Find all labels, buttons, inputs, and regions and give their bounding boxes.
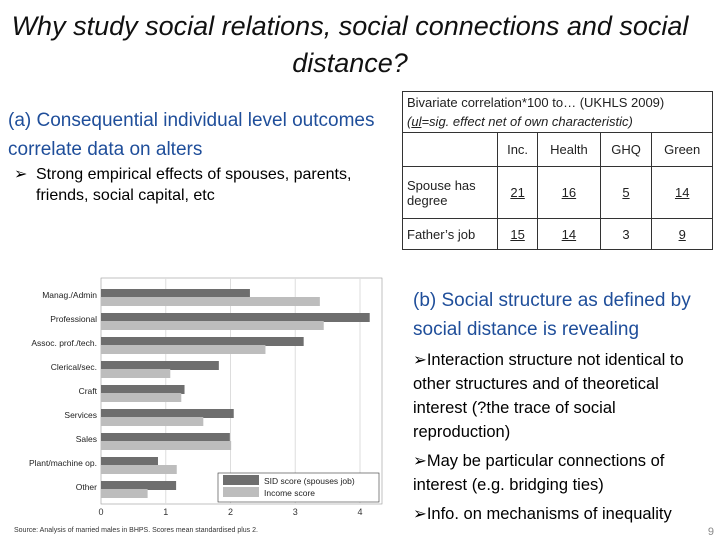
bar-sid [101,409,234,418]
bar-sid [101,361,219,370]
table-row [403,167,713,219]
bar-income [101,465,177,474]
bullet-text: Strong empirical effects of spouses, parents, friends, social capital, etc [36,166,352,204]
bar-income [101,345,265,354]
arrow-bullet-icon: ➢ [14,166,28,183]
category-label: Clerical/sec. [50,362,97,372]
note-paren: ( [407,114,412,129]
arrow-bullet-icon: ➢ [413,351,427,369]
cell: 14 [538,219,600,250]
legend-label: SID score (spouses job) [264,476,355,486]
category-label: Manag./Admin [42,290,97,300]
col-header: Health [538,133,600,167]
arrow-bullet-icon: ➢ [413,505,427,523]
bar-income [101,417,203,426]
note-text: =sig. effect net of own characteristic) [421,114,633,129]
category-label: Professional [50,314,97,324]
section-a [8,106,400,206]
x-tick-label: 4 [357,507,363,517]
table-row [403,219,713,250]
bar-income [101,321,324,330]
bar-sid [101,337,304,346]
cell: 5 [600,167,652,219]
bar-income [101,489,148,498]
section-b-heading: (b) Social structure as defined by social distance is revealing [413,290,691,340]
occupation-bar-chart [0,270,400,540]
bullet-text: Interaction structure not identical to other structures and of theoretical interest (?the trace of social reproduction) [413,351,684,441]
bar-income [101,393,181,402]
bullet-text: Info. on mechanisms of inequality [426,505,672,523]
cell: 3 [600,219,652,250]
legend-swatch [223,487,259,497]
category-label: Craft [78,386,97,396]
bar-sid [101,457,158,466]
legend-label: Income score [264,488,316,498]
note-ul: ul [411,114,422,129]
correlation-table [402,91,713,250]
bullet-b [413,348,713,444]
bar-sid [101,313,370,322]
legend-swatch [223,475,259,485]
x-tick-label: 2 [227,507,234,517]
bar-income [101,297,320,306]
bar-sid [101,289,250,298]
row-label: Father’s job [403,219,498,250]
bullet-b [413,449,713,497]
section-a-heading: (a) Consequential individual level outcomes correlate data on alters [8,110,375,160]
x-tick-label: 0 [98,507,104,517]
bullet-text: May be particular connections of interest (e.g. bridging ties) [413,452,665,494]
cell: 9 [652,219,713,250]
arrow-bullet-icon: ➢ [413,452,427,470]
section-b [413,286,713,531]
cell: 15 [498,219,538,250]
bar-sid [101,481,176,490]
category-label: Services [64,410,97,420]
chart-source: Source: Analysis of married males in BHPS. Scores mean standardised plus 2. [14,527,258,534]
bar-income [101,369,170,378]
slide-title: Why study social relations, social connections and social distance? [11,11,689,78]
row-label: Spouse has degree [403,167,498,219]
category-label: Other [75,482,97,492]
category-label: Sales [75,434,97,444]
bar-income [101,441,231,450]
bar-sid [101,433,230,442]
table-caption: Bivariate correlation*100 to… (UKHLS 2009) [407,95,665,110]
cell: 14 [652,167,713,219]
category-label: Assoc. prof./tech. [31,338,97,348]
category-label: Plant/machine op. [28,458,97,468]
x-tick-label: 1 [163,507,169,517]
col-header: Green [652,133,713,167]
x-tick-label: 3 [292,507,298,517]
empty-cell [403,133,498,167]
col-header: GHQ [600,133,652,167]
bullet-a [14,164,400,206]
bullet-b [413,502,713,526]
col-header: Inc. [498,133,538,167]
cell: 16 [538,167,600,219]
page-number: 9 [707,526,714,538]
cell: 21 [498,167,538,219]
bar-sid [101,385,185,394]
